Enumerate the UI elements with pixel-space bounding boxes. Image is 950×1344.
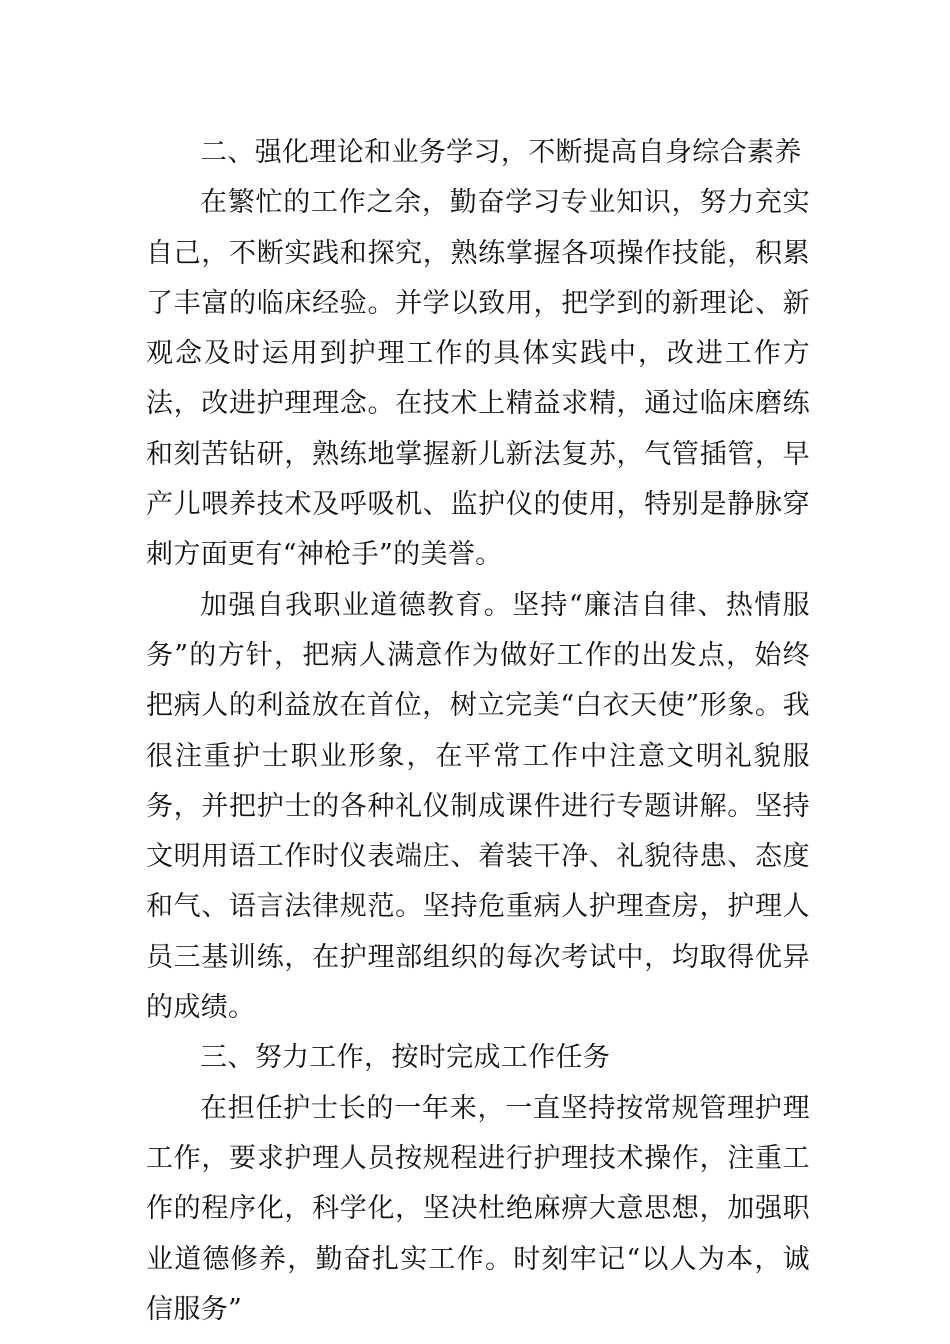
section-heading-2: 二、强化理论和业务学习，不断提高自身综合素养 (200, 137, 802, 168)
paragraph-work: 在担任护士长的一年来，一直坚持按常规管理护理工作，要求护理人员按规程进行护理技术操作，注重工作的程序化，科学化，坚决杜绝麻痹大意思想，加强职业道德修养，勤奋扎实工作。时刻牢记“以人为本，诚信服务” (146, 1092, 810, 1325)
paragraph-study: 在繁忙的工作之余，勤奋学习专业知识，努力充实自己，不断实践和探究，熟练掌握各项操作技能，积累了丰富的临床经验。并学以致用，把学到的新理论、新观念及时运用到护理工作的具体实践中，改进工作方法，改进护理理念。在技术上精益求精，通过临床磨练和刻苦钻研，熟练地掌握新儿新法复苏，气管插管，早产儿喂养技术及呼吸机、监护仪的使用，特别是静脉穿刺方面更有“神枪手”的美誉。 (146, 187, 810, 571)
section-heading-3: 三、努力工作，按时完成工作任务 (200, 1042, 611, 1074)
document-body (146, 128, 810, 1335)
paragraph-ethics: 加强自我职业道德教育。坚持“廉洁自律、热情服务”的方针，把病人满意作为做好工作的出发点，始终把病人的利益放在首位，树立完美“白衣天使”形象。我很注重护士职业形象，在平常工作中注意文明礼貌服务，并把护士的各种礼仪制成课件进行专题讲解。坚持文明用语工作时仪表端庄、着装干净、礼貌待患、态度和气、语言法律规范。坚持危重病人护理查房，护理人员三基训练，在护理部组织的每次考试中，均取得优异的成绩。 (146, 589, 810, 1024)
